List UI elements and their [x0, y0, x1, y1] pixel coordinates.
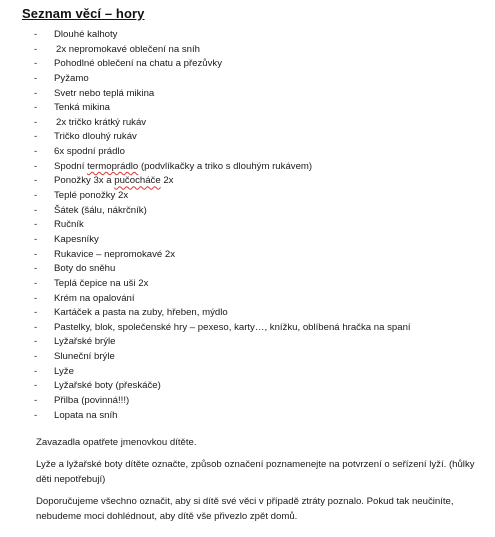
list-item-text-part: Ponožky 3x a	[54, 175, 115, 187]
note-paragraph-luggage: Zavazadla opatřete jmenovkou dítěte.	[36, 437, 197, 448]
list-bullet: -	[34, 277, 38, 289]
list-item-text: Dlouhé kalhoty	[54, 29, 118, 40]
list-bullet: -	[34, 175, 38, 187]
list-item-text: Přilba (povinná!!!)	[54, 395, 130, 407]
list-item-text: Ručník	[54, 219, 84, 231]
list-bullet: -	[34, 409, 38, 421]
list-bullet: -	[34, 43, 38, 55]
list-bullet: -	[34, 87, 38, 99]
list-bullet: -	[34, 233, 38, 245]
list-item-text: Teplá čepice na uši 2x	[54, 277, 149, 289]
list-item-text: Šátek (šálu, nákrčník)	[54, 204, 147, 216]
list-item-text: Lyžařské boty (přeskáče)	[54, 380, 161, 392]
list-bullet: -	[34, 29, 38, 40]
list-item-text-part: (podvlíkačky a triko s dlouhým rukávem)	[138, 160, 313, 172]
list-bullet: -	[34, 146, 38, 158]
list-item-text	[54, 174, 173, 189]
list-bullet: -	[34, 321, 38, 333]
list-item-text: Kartáček a pasta na zuby, hřeben, mýdlo	[54, 307, 228, 319]
list-bullet: -	[34, 365, 38, 377]
list-item-text-part: 2x	[160, 175, 174, 187]
list-bullet: -	[34, 190, 38, 202]
list-item-text: Pastelky, blok, společenské hry – pexeso, karty…, knížku, oblíbená hračka na spaní	[54, 321, 411, 333]
list-bullet: -	[34, 292, 38, 304]
spelling-flagged-word: pučocháče	[114, 175, 161, 187]
list-bullet: -	[34, 160, 38, 172]
list-item-text: Krém na opalování	[54, 292, 135, 304]
note-paragraph-labeling: Doporučujeme všechno označit, aby si dítě své věci v případě ztráty poznalo. Pokud tak neučiníte, nebudeme moci dohlédnout, aby dítě vše přivezlo zpět domů.	[36, 496, 454, 522]
list-item-text	[54, 160, 312, 175]
list-bullet: -	[34, 131, 38, 143]
list-item-text: Svetr nebo teplá mikina	[54, 87, 155, 99]
list-item-text: Rukavice – nepromokavé 2x	[54, 248, 176, 260]
list-bullet: -	[34, 219, 38, 231]
list-item-text: Pyžamo	[54, 72, 89, 84]
list-item-text: Pohodlné oblečení na chatu a přezůvky	[54, 58, 223, 70]
note-paragraph-skis: Lyže a lyžařské boty dítěte označte, způsob označení poznamenejte na potvrzení o seřízení lyží. (hůlky děti nepotřebují)	[36, 459, 475, 485]
list-item-text: Lopata na sníh	[54, 409, 118, 421]
list-item-text: 6x spodní prádlo	[54, 146, 125, 158]
list-bullet: -	[34, 263, 38, 275]
list-bullet: -	[34, 72, 38, 84]
list-item-text: Sluneční brýle	[54, 351, 115, 363]
list-bullet: -	[34, 351, 38, 363]
list-bullet: -	[34, 204, 38, 216]
list-item-text: Teplé ponožky 2x	[54, 190, 129, 202]
list-item-text: Lyžařské brýle	[54, 336, 116, 348]
document-title: Seznam věcí – hory	[22, 6, 145, 21]
list-bullet: -	[34, 116, 38, 128]
list-bullet: -	[34, 248, 38, 260]
spelling-flagged-word: termoprádlo	[87, 160, 139, 172]
list-item-text: Boty do sněhu	[54, 263, 116, 275]
list-bullet: -	[34, 395, 38, 407]
list-bullet: -	[34, 336, 38, 348]
list-bullet: -	[34, 102, 38, 114]
list-bullet: -	[34, 307, 38, 319]
list-bullet: -	[34, 380, 38, 392]
list-item-text-part: Spodní	[54, 160, 88, 172]
list-item-text: 2x nepromokavé oblečení na sníh	[56, 43, 200, 55]
list-item-text: Tenká mikina	[54, 102, 110, 114]
list-item-text: Lyže	[54, 365, 74, 377]
list-item-text: Kapesníky	[54, 233, 99, 245]
list-item-text: 2x tričko krátký rukáv	[56, 116, 147, 128]
list-item-text: Tričko dlouhý rukáv	[54, 131, 137, 143]
list-bullet: -	[34, 58, 38, 70]
